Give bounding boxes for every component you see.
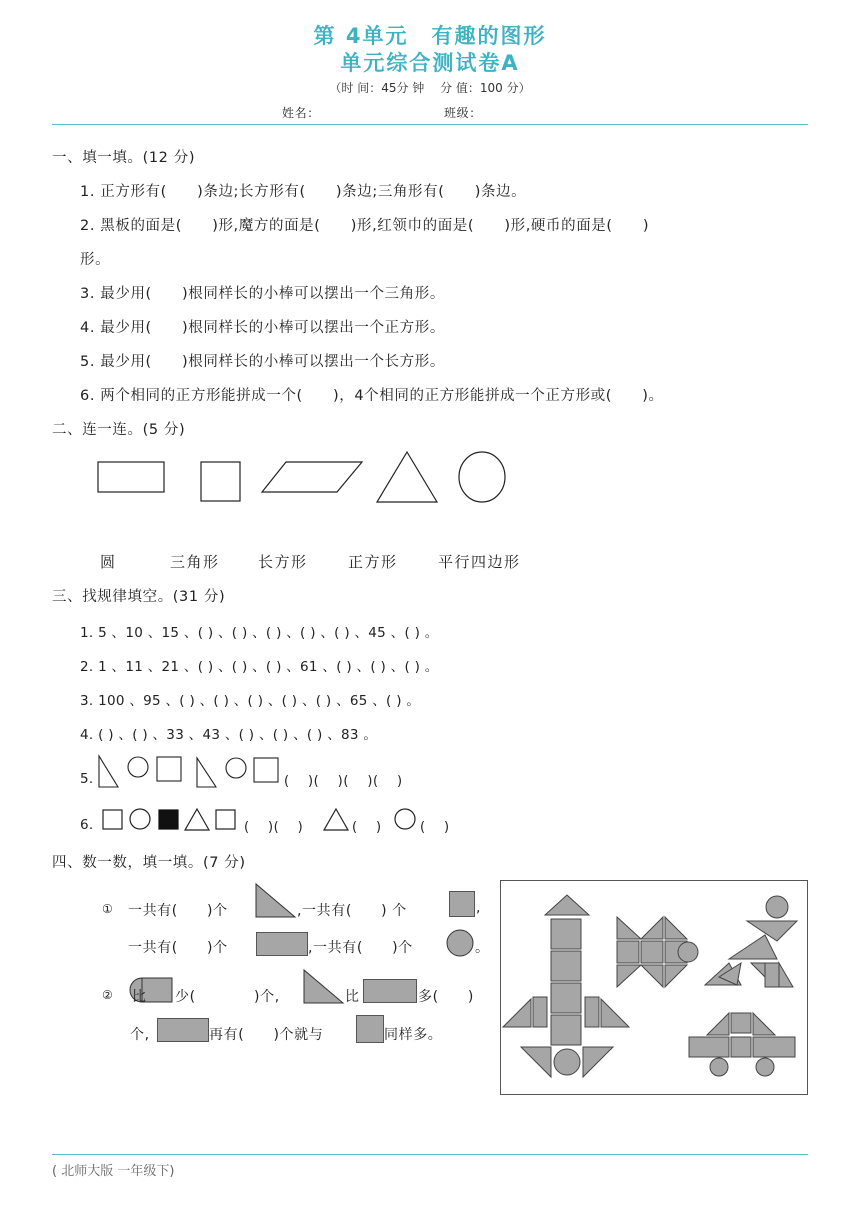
s3-q6-blanks-2: ( ) (352, 820, 382, 835)
footer-text: ( 北师大版 一年级下) (52, 1164, 175, 1179)
gray-square-icon (449, 891, 475, 917)
s4-r4-a: 个, (130, 1027, 150, 1043)
person-torso (747, 921, 797, 941)
gray-rectangle-icon (363, 979, 417, 1003)
circle-icon (392, 806, 418, 834)
pattern-row-6a (100, 806, 240, 834)
s4-r2-c: 。 (475, 940, 490, 956)
s1-q2: 2. 黑板的面是( )形,魔方的面是( )形,红领巾的面是( )形,硬币的面是( ) (80, 218, 650, 234)
triangle-icon (321, 806, 351, 834)
rocket-body-square (551, 983, 581, 1013)
circle-shape (226, 758, 246, 778)
rocket-right-bar (585, 997, 599, 1027)
s4-r3-c: 比 (345, 989, 360, 1005)
gray-rectangle-icon (256, 932, 308, 956)
gray-triangle-icon (302, 968, 346, 1006)
section1-heading: 一、填一填。(12 分) (52, 150, 196, 166)
s4-r4-c: 同样多。 (384, 1027, 443, 1043)
pattern-row-5 (96, 754, 282, 790)
right-triangle-shape (197, 758, 216, 787)
circle-shape (130, 809, 150, 829)
fish-square (641, 941, 663, 963)
s3-q6-blanks-3: ( ) (420, 820, 450, 835)
rocket-left-wing (503, 999, 531, 1027)
filled-square-shape (159, 810, 178, 829)
gray-square-icon (356, 1015, 384, 1043)
page-title: 第 4单元 有趣的图形 (313, 24, 547, 48)
parallelogram-shape (262, 462, 362, 492)
fish-tail-top (617, 917, 641, 939)
section2-heading: 二、连一连。(5 分) (52, 422, 186, 438)
s4-r1-b: ,一共有( ) 个 (297, 903, 407, 919)
rocket-body-square (551, 919, 581, 949)
square-shape (157, 757, 181, 781)
square-shape (254, 758, 278, 782)
s1-q4: 4. 最少用( )根同样长的小棒可以摆出一个正方形。 (80, 320, 445, 336)
car-roof-left (707, 1013, 729, 1035)
s4-r2-b: ,一共有( )个 (308, 940, 413, 956)
rocket-right-wing (601, 999, 629, 1027)
s3-q6-blanks-1: ( )( ) (244, 820, 304, 835)
shapes-composition (501, 881, 807, 1094)
s1-q1: 1. 正方形有( )条边;长方形有( )条边;三角形有( )条边。 (80, 184, 527, 200)
s3-q1: 1. 5 、10 、15 、( ) 、( ) 、( ) 、( ) 、( ) 、45 、( ) 。 (80, 625, 439, 641)
marker-2: ② (102, 988, 114, 1002)
fish-body-top-2 (665, 917, 687, 939)
square-shape (103, 810, 122, 829)
label-circle: 圆 (100, 553, 117, 571)
s1-q6: 6. 两个相同的正方形能拼成一个( )，4个相同的正方形能拼成一个正方形或( )。 (80, 388, 664, 404)
triangle-shape (377, 452, 437, 502)
s4-r2-a: 一共有( )个 (128, 940, 228, 956)
triangle-shape (185, 809, 209, 830)
fish-body-top (641, 917, 663, 939)
rocket-wheel (554, 1049, 580, 1075)
car-body-right (753, 1037, 795, 1057)
car-body-left (689, 1037, 729, 1057)
label-triangle: 三角形 (170, 553, 220, 571)
gray-rectangle-icon (157, 1018, 209, 1042)
label-rectangle: 长方形 (258, 553, 308, 571)
s3-q3: 3. 100 、95 、( ) 、( ) 、( ) 、( ) 、( ) 、65 、( ) 。 (80, 693, 421, 709)
square-shape (201, 462, 240, 501)
person-foot (765, 963, 779, 987)
s4-r1-c: , (476, 900, 482, 916)
marker-1: ① (102, 902, 114, 916)
section4-heading: 四、数一数，填一填。(7 分) (52, 855, 246, 871)
shapes-picture (500, 880, 808, 1095)
label-parallelogram: 平行四边形 (438, 553, 521, 571)
s3-q5-blanks: ( )( )( )( ) (284, 774, 403, 789)
s4-r1-a: 一共有( )个 (128, 903, 228, 919)
s3-q6-number: 6. (80, 817, 94, 833)
person-hand (779, 963, 793, 987)
s3-q5-number: 5. (80, 771, 94, 787)
fish-eye (678, 942, 698, 962)
circle-shape (459, 452, 505, 502)
s1-q5: 5. 最少用( )根同样长的小棒可以摆出一个长方形。 (80, 354, 445, 370)
s4-r3-d: 多( ) (418, 989, 474, 1005)
gray-triangle-icon (254, 882, 298, 920)
person-knee (751, 963, 765, 977)
car-roof-right (753, 1013, 775, 1035)
name-label: 姓名： (282, 106, 320, 120)
rocket-left-foot (521, 1047, 551, 1077)
circle-shape (128, 757, 148, 777)
header-divider (52, 124, 808, 125)
person-head (766, 896, 788, 918)
car-roof-square (731, 1013, 751, 1033)
s1-q3: 3. 最少用( )根同样长的小棒可以摆出一个三角形。 (80, 286, 445, 302)
section3-heading: 三、找规律填空。(31 分) (52, 589, 226, 605)
rocket-right-foot (583, 1047, 613, 1077)
rocket-top-triangle (545, 895, 589, 915)
footer-divider (52, 1154, 808, 1155)
s4-r3-a: 比 (132, 989, 147, 1005)
rocket-left-bar (533, 997, 547, 1027)
rocket-body-square (551, 1015, 581, 1045)
rectangle-shape (98, 462, 164, 492)
label-square: 正方形 (348, 553, 398, 571)
s4-r3-b: 少( )个, (175, 989, 280, 1005)
class-label: 班级： (444, 106, 482, 120)
s1-q2-cont: 形。 (80, 252, 111, 268)
person-arm (729, 935, 777, 959)
page-subtitle: 单元综合测试卷A (340, 51, 520, 75)
rocket-body-square (551, 951, 581, 981)
fish-body-bottom (641, 965, 663, 987)
s3-q4: 4. ( ) 、( ) 、33 、43 、( ) 、( ) 、( ) 、83 。 (80, 727, 378, 743)
car-body-middle (731, 1037, 751, 1057)
right-triangle-shape (99, 756, 118, 787)
gray-circle-icon (445, 928, 475, 958)
car-wheel (710, 1058, 728, 1076)
fish-body-bottom-2 (665, 965, 687, 987)
test-meta: （时 间：45分 钟 分 值：100 分） (329, 81, 531, 95)
s3-q2: 2. 1 、11 、21 、( ) 、( ) 、( ) 、61 、( ) 、( ) 、( ) 。 (80, 659, 439, 675)
s4-r4-b: 再有( )个就与 (209, 1027, 324, 1043)
fish-tail-bottom (617, 965, 641, 987)
square-shape (216, 810, 235, 829)
car-wheel (756, 1058, 774, 1076)
shapes-row (90, 448, 520, 510)
fish-square (617, 941, 639, 963)
